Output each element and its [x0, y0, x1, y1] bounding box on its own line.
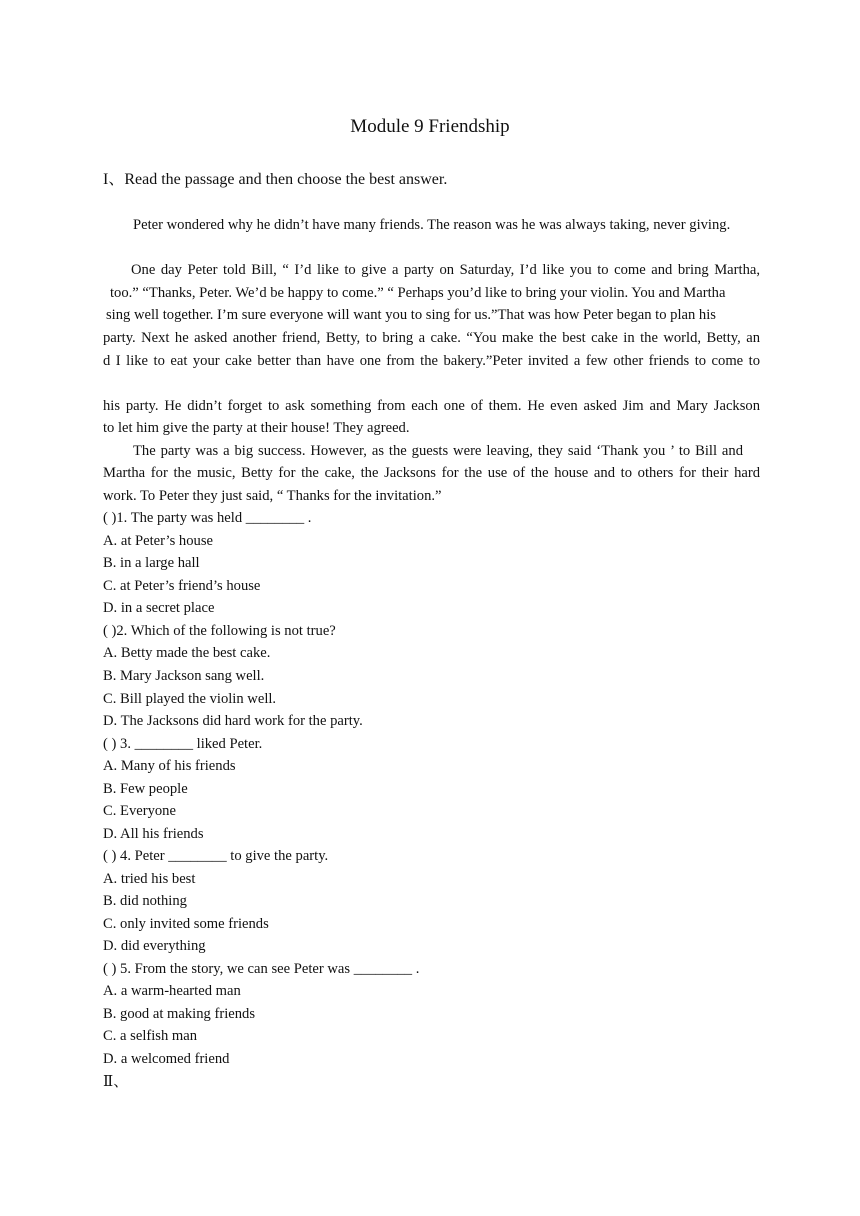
question-5-option-d: D. a welcomed friend: [103, 1051, 230, 1067]
question-3: ( ) 3. ________ liked Peter.: [103, 736, 263, 752]
question-4-option-b: B. did nothing: [103, 893, 187, 909]
question-2-option-b: B. Mary Jackson sang well.: [103, 668, 265, 684]
question-3-option-c: C. Everyone: [103, 803, 176, 819]
question-5-option-b: B. good at making friends: [103, 1006, 255, 1022]
question-4-option-d: D. did everything: [103, 938, 206, 954]
question-5-option-c: C. a selfish man: [103, 1028, 198, 1044]
passage-paragraph-1-line-1: Peter wondered why he didn’t have many friends. The reason was he was always taking, never giving.: [133, 217, 731, 233]
passage-paragraph-2-line-7: to let him give the party at their house! They agreed.: [103, 420, 410, 436]
question-2-option-c: C. Bill played the violin well.: [103, 691, 277, 707]
passage-paragraph-2-line-3: sing well together. I’m sure everyone will want you to sing for us.”That was how Peter began to plan his: [106, 307, 716, 323]
question-2-option-a: A. Betty made the best cake.: [103, 645, 271, 661]
question-1-option-c: C. at Peter’s friend’s house: [103, 578, 261, 594]
section-1-heading: I、Read the passage and then choose the best answer.: [103, 171, 448, 188]
section-2-heading: Ⅱ、: [103, 1074, 129, 1090]
question-3-option-d: D. All his friends: [103, 826, 204, 842]
question-2-option-d: D. The Jacksons did hard work for the party.: [103, 713, 363, 729]
question-1-option-b: B. in a large hall: [103, 555, 200, 571]
question-5: ( ) 5. From the story, we can see Peter was ________ .: [103, 961, 420, 977]
question-4-option-a: A. tried his best: [103, 871, 196, 887]
passage-paragraph-2-line-2: too.” “Thanks, Peter. We’d be happy to come.” “ Perhaps you’d like to bring your violin. You and Martha: [110, 285, 726, 301]
page-title: Module 9 Friendship: [350, 116, 510, 137]
question-2: ( )2. Which of the following is not true?: [103, 623, 336, 639]
passage-paragraph-2-line-5: d I like to eat your cake better than have one from the bakery.”Peter invited a few other friends to come to: [103, 353, 760, 369]
question-3-option-a: A. Many of his friends: [103, 758, 236, 774]
question-1: ( )1. The party was held ________ .: [103, 510, 312, 526]
question-1-option-d: D. in a secret place: [103, 600, 215, 616]
passage-paragraph-2-line-6: his party. He didn’t forget to ask something from each one of them. He even asked Jim and Mary Jackson: [103, 398, 760, 414]
question-5-option-a: A. a warm-hearted man: [103, 983, 241, 999]
question-4: ( ) 4. Peter ________ to give the party.: [103, 848, 329, 864]
question-3-option-b: B. Few people: [103, 781, 188, 797]
passage-paragraph-2-line-1: One day Peter told Bill, “ I’d like to give a party on Saturday, I’d like you to come and bring Martha,: [131, 262, 760, 278]
passage-paragraph-2-line-4: party. Next he asked another friend, Betty, to bring a cake. “You make the best cake in the world, Betty, an: [103, 330, 760, 346]
passage-paragraph-3-line-1: The party was a big success. However, as the guests were leaving, they said ‘Thank you ’ to Bill and: [133, 443, 743, 459]
question-1-option-a: A. at Peter’s house: [103, 533, 213, 549]
question-4-option-c: C. only invited some friends: [103, 916, 269, 932]
passage-paragraph-3-line-2: Martha for the music, Betty for the cake, the Jacksons for the use of the house and to others for their hard: [103, 465, 760, 481]
passage-paragraph-3-line-3: work. To Peter they just said, “ Thanks for the invitation.”: [103, 488, 442, 504]
